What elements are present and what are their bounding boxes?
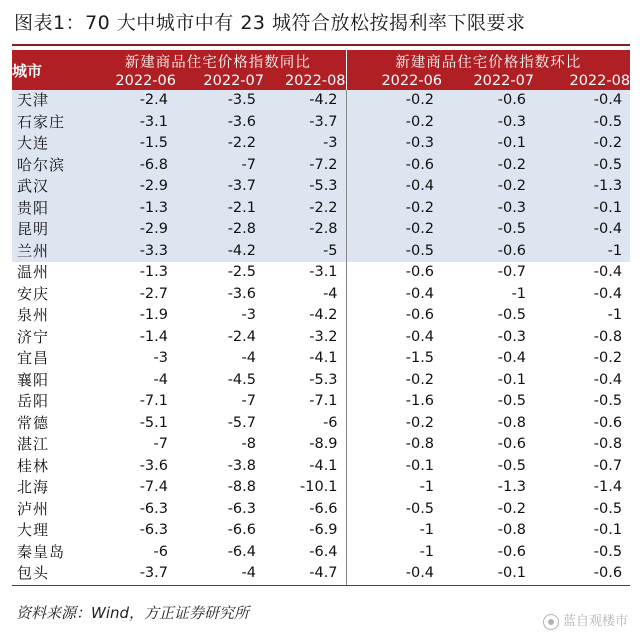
mom-value-cell: -0.4: [534, 90, 630, 112]
table-row: [12, 284, 630, 306]
figure-title: 图表1：70 大中城市中有 23 城符合放松按揭利率下限要求: [14, 12, 526, 34]
mom-value-cell: -0.4: [497, 350, 527, 366]
mom-date-header: 2022-06: [346, 72, 442, 90]
mom-value-cell: -0.3: [442, 112, 534, 134]
mom-date-header: 2022-08: [534, 72, 630, 90]
yoy-value-cell: -3.3: [90, 241, 176, 263]
yoy-value-cell: -7.1: [309, 393, 338, 409]
yoy-value-cell: -3.6: [176, 112, 264, 134]
source-note: 资料来源：Wind，方正证券研究所: [16, 604, 250, 622]
yoy-value-cell: -1.3: [90, 198, 176, 220]
city-cell: 桂林: [17, 456, 50, 475]
mom-value-cell: -1.3: [534, 176, 630, 198]
mom-value-cell: -0.4: [346, 176, 442, 198]
yoy-value-cell: -6.3: [139, 522, 168, 538]
yoy-value-cell: -3: [264, 133, 346, 155]
city-cell: 北海: [17, 478, 50, 496]
city-cell: 襄阳: [17, 370, 50, 389]
mom-value-cell: -0.4: [593, 264, 623, 280]
mom-value-cell: -0.5: [497, 457, 527, 474]
city-cell: 常德: [17, 413, 50, 432]
yoy-value-cell: -6.9: [309, 522, 338, 538]
mom-value-cell: -0.7: [593, 457, 623, 474]
mom-value-cell: -0.5: [593, 543, 623, 560]
yoy-value-cell: -4.1: [309, 457, 338, 474]
yoy-value-cell: -3: [241, 307, 256, 323]
city-cell: 温州: [17, 263, 50, 281]
yoy-value-cell: -6.8: [90, 155, 176, 177]
city-cell: 昆明: [12, 219, 90, 241]
table-row: [12, 499, 630, 521]
mom-value-cell: -0.2: [346, 90, 442, 112]
table-row: [12, 477, 630, 499]
yoy-value-cell: -3.1: [90, 112, 176, 134]
table-row: [12, 305, 630, 327]
mom-value-cell: -1: [607, 307, 623, 323]
mom-value-cell: -0.8: [593, 328, 623, 345]
yoy-value-cell: -8.9: [309, 436, 338, 452]
yoy-group-header: 新建商品住宅价格指数同比: [90, 50, 346, 72]
mom-value-cell: -0.6: [346, 305, 442, 327]
yoy-value-cell: -4: [323, 285, 338, 302]
yoy-value-cell: -8: [241, 436, 256, 452]
yoy-value-cell: -2.8: [264, 219, 346, 241]
city-cell: 哈尔滨: [12, 155, 90, 177]
yoy-value-cell: -10.1: [300, 479, 338, 495]
city-cell: 岳阳: [17, 392, 50, 410]
mom-value-cell: -0.2: [442, 155, 534, 177]
mom-value-cell: -0.5: [534, 112, 630, 134]
mom-group-header: 新建商品住宅价格指数环比: [346, 50, 630, 72]
yoy-value-cell: -7: [241, 393, 256, 409]
mom-value-cell: -0.4: [593, 285, 623, 302]
table-row: [12, 155, 630, 177]
mom-value-cell: -0.1: [497, 371, 527, 388]
mom-value-cell: -0.2: [346, 198, 442, 220]
yoy-value-cell: -1.4: [139, 328, 168, 345]
yoy-value-cell: -4.1: [309, 350, 338, 366]
yoy-value-cell: -2.2: [176, 133, 264, 155]
table-row: [12, 112, 630, 134]
yoy-value-cell: -8.8: [227, 479, 256, 495]
mom-value-cell: -0.5: [442, 219, 534, 241]
mom-value-cell: -1.5: [346, 348, 442, 370]
mom-value-cell: -0.3: [346, 133, 442, 155]
yoy-value-cell: -3.7: [176, 176, 264, 198]
yoy-value-cell: -4.5: [227, 371, 256, 388]
yoy-value-cell: -7: [153, 436, 168, 452]
mom-value-cell: -0.1: [442, 563, 534, 585]
city-cell: 宜昌: [17, 349, 50, 367]
yoy-value-cell: -6.3: [227, 500, 256, 517]
yoy-value-cell: -5.3: [264, 176, 346, 198]
yoy-value-cell: -2.2: [264, 198, 346, 220]
mom-value-cell: -0.4: [346, 284, 442, 306]
mom-value-cell: -0.2: [442, 176, 534, 198]
yoy-value-cell: -5.3: [309, 371, 338, 388]
yoy-value-cell: -5.1: [139, 414, 168, 431]
yoy-value-cell: -1.9: [139, 307, 168, 323]
mom-value-cell: -0.6: [497, 543, 527, 560]
table-row: [12, 176, 630, 198]
mom-value-cell: -0.1: [442, 133, 534, 155]
table-row: [12, 219, 630, 241]
yoy-date-header: 2022-06: [90, 72, 176, 90]
city-cell: 兰州: [12, 241, 90, 263]
table-row: [12, 133, 630, 155]
yoy-value-cell: -3: [153, 350, 168, 366]
table-row: [12, 90, 630, 112]
yoy-value-cell: -3.7: [90, 563, 176, 585]
mom-value-cell: -0.8: [593, 436, 623, 452]
title-divider: [12, 44, 630, 46]
mom-value-cell: -0.4: [346, 327, 442, 349]
yoy-value-cell: -3.6: [227, 285, 256, 302]
yoy-value-cell: -2.1: [176, 198, 264, 220]
mom-value-cell: -0.6: [346, 262, 442, 284]
mom-value-cell: -0.6: [442, 241, 534, 263]
mom-value-cell: -0.6: [497, 436, 527, 452]
mom-value-cell: -0.5: [346, 241, 442, 263]
mom-value-cell: -1.4: [593, 479, 623, 495]
yoy-value-cell: -6: [153, 543, 168, 560]
mom-value-cell: -0.6: [534, 563, 630, 585]
mom-value-cell: -1: [511, 285, 527, 302]
table-row: [12, 370, 630, 392]
city-cell: 武汉: [12, 176, 90, 198]
mom-value-cell: -1: [346, 542, 442, 564]
yoy-value-cell: -3.5: [176, 90, 264, 112]
city-cell: 包头: [12, 563, 90, 585]
city-cell: 天津: [12, 90, 90, 112]
mom-value-cell: -0.6: [593, 414, 623, 431]
yoy-value-cell: -4: [241, 350, 256, 366]
mom-value-cell: -0.7: [497, 264, 527, 280]
mom-value-cell: -1.6: [346, 391, 442, 413]
mom-value-cell: -0.1: [593, 522, 623, 538]
mom-value-cell: -1.3: [497, 479, 527, 495]
watermark-logo-icon: [543, 614, 559, 630]
price-index-table: [12, 50, 630, 586]
city-cell: 安庆: [17, 284, 50, 303]
city-cell: 济宁: [17, 327, 50, 346]
yoy-value-cell: -4.2: [309, 307, 338, 323]
yoy-value-cell: -7: [176, 155, 264, 177]
header-row-dates: [12, 72, 630, 90]
mom-value-cell: -0.8: [346, 434, 442, 456]
yoy-value-cell: -6.4: [227, 543, 256, 560]
yoy-value-cell: -3.1: [309, 264, 338, 280]
mom-date-header: 2022-07: [442, 72, 534, 90]
mom-value-cell: -1: [346, 477, 442, 499]
yoy-value-cell: -4: [153, 371, 168, 388]
yoy-value-cell: -2.9: [90, 219, 176, 241]
city-cell: 泸州: [17, 499, 50, 518]
table-row: [12, 413, 630, 435]
table-row: [12, 327, 630, 349]
city-cell: 大连: [12, 133, 90, 155]
yoy-value-cell: -4.2: [176, 241, 264, 263]
mom-value-cell: -0.4: [593, 371, 623, 388]
mom-value-cell: -0.5: [346, 499, 442, 521]
mom-value-cell: -0.2: [346, 413, 442, 435]
mom-value-cell: -0.2: [593, 350, 623, 366]
yoy-value-cell: -6.3: [139, 500, 168, 517]
yoy-value-cell: -3.2: [309, 328, 338, 345]
yoy-value-cell: -2.4: [90, 90, 176, 112]
yoy-value-cell: -2.5: [227, 264, 256, 280]
yoy-date-header: 2022-08: [264, 72, 346, 90]
yoy-value-cell: -2.4: [227, 328, 256, 345]
yoy-value-cell: -6.6: [309, 500, 338, 517]
yoy-value-cell: -2.8: [176, 219, 264, 241]
yoy-value-cell: -4: [176, 563, 264, 585]
mom-value-cell: -0.5: [497, 307, 527, 323]
city-cell: 湛江: [17, 435, 50, 453]
table-row: [12, 391, 630, 413]
yoy-value-cell: -7.1: [139, 393, 168, 409]
table-row: [12, 563, 630, 585]
table-row: [12, 241, 630, 263]
table-row: [12, 262, 630, 284]
watermark: [543, 611, 628, 633]
mom-value-cell: -0.1: [346, 456, 442, 478]
table-row: [12, 198, 630, 220]
yoy-value-cell: -2.9: [90, 176, 176, 198]
mom-value-cell: -0.4: [534, 219, 630, 241]
header-row-groups: [12, 50, 630, 72]
city-cell: 石家庄: [12, 112, 90, 134]
city-cell: 秦皇岛: [17, 542, 66, 561]
mom-value-cell: -0.1: [534, 198, 630, 220]
yoy-value-cell: -7.4: [139, 479, 168, 495]
city-column-header: 城市: [12, 50, 90, 90]
table-row: [12, 456, 630, 478]
yoy-value-cell: -6.4: [309, 543, 338, 560]
mom-value-cell: -0.2: [346, 370, 442, 392]
yoy-value-cell: -4.2: [264, 90, 346, 112]
table-row: [12, 542, 630, 564]
mom-value-cell: -0.8: [497, 414, 527, 431]
yoy-value-cell: -1.3: [139, 264, 168, 280]
table-body: [12, 90, 630, 585]
yoy-value-cell: -3.8: [227, 457, 256, 474]
yoy-value-cell: -3.6: [139, 457, 168, 474]
mom-value-cell: -0.6: [346, 155, 442, 177]
yoy-value-cell: -6.6: [227, 522, 256, 538]
mom-value-cell: -0.6: [442, 90, 534, 112]
mom-value-cell: -0.5: [593, 500, 623, 517]
mom-value-cell: -0.5: [497, 393, 527, 409]
city-cell: 大理: [17, 521, 50, 539]
yoy-value-cell: -6: [323, 414, 338, 431]
mom-value-cell: -0.2: [346, 219, 442, 241]
mom-value-cell: -0.2: [534, 133, 630, 155]
yoy-value-cell: -5: [264, 241, 346, 263]
mom-value-cell: -0.3: [497, 328, 527, 345]
table-row: [12, 348, 630, 370]
watermark-text: 蓝自观楼市: [562, 614, 628, 629]
mom-value-cell: -0.8: [497, 522, 527, 538]
mom-value-cell: -1: [346, 520, 442, 542]
mom-value-cell: -0.2: [497, 500, 527, 517]
mom-value-cell: -0.2: [346, 112, 442, 134]
city-cell: 泉州: [17, 306, 50, 324]
city-cell: 贵阳: [12, 198, 90, 220]
table-row: [12, 520, 630, 542]
yoy-value-cell: -3.7: [264, 112, 346, 134]
yoy-value-cell: -1.5: [90, 133, 176, 155]
yoy-value-cell: -2.7: [139, 285, 168, 302]
table-row: [12, 434, 630, 456]
yoy-value-cell: -7.2: [264, 155, 346, 177]
mom-value-cell: -1: [534, 241, 630, 263]
mom-value-cell: -0.3: [442, 198, 534, 220]
mom-value-cell: -0.4: [346, 563, 442, 585]
mom-value-cell: -0.5: [593, 393, 623, 409]
yoy-date-header: 2022-07: [176, 72, 264, 90]
mom-value-cell: -0.5: [534, 155, 630, 177]
yoy-value-cell: -4.7: [264, 563, 346, 585]
yoy-value-cell: -5.7: [227, 414, 256, 431]
